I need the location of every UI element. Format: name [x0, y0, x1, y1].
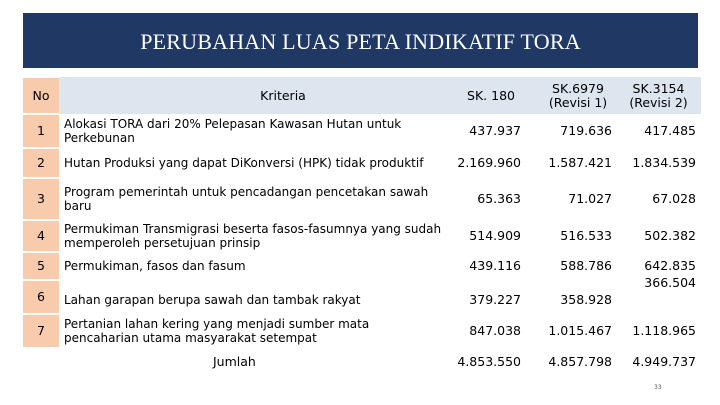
row-4-rev1: 516.533 — [560, 228, 612, 243]
row-3-kriteria-line2: baru — [64, 199, 92, 213]
header-sk3154-line2: (Revisi 2) — [629, 94, 688, 110]
title-bar — [23, 13, 698, 68]
total-sk180: 4.853.550 — [457, 354, 521, 369]
row-1-kriteria-line2: Perkebunan — [64, 131, 135, 145]
row-2-rev1: 1.587.421 — [548, 155, 612, 170]
row-2-kriteria: Hutan Produksi yang dapat DiKonversi (HPK) tidak produktif — [64, 156, 424, 170]
header-kriteria: Kriteria — [260, 87, 306, 103]
row-5-sk180: 439.116 — [469, 258, 521, 273]
row-6-kriteria: Lahan garapan berupa sawah dan tambak rakyat — [64, 292, 361, 307]
row-4-kriteria-line2: memperoleh persetujuan prinsip — [64, 236, 261, 250]
total-label: Jumlah — [213, 354, 256, 369]
row-3-kriteria-line1: Program pemerintah untuk pencadangan pencetakan sawah — [64, 185, 429, 199]
row-1-sk180: 437.937 — [469, 123, 521, 138]
row-6-rev1: 358.928 — [560, 291, 612, 307]
row-4-rev2: 502.382 — [644, 228, 696, 243]
row-4-kriteria — [64, 220, 459, 252]
row-4-sk180: 514.909 — [469, 228, 521, 243]
row-7-no: 7 — [23, 314, 59, 348]
header-sk3154 — [611, 77, 706, 114]
total-rev1: 4.857.798 — [548, 354, 612, 369]
row-2-sk180: 2.169.960 — [457, 155, 521, 170]
row-1-kriteria-line1: Alokasi TORA dari 20% Pelepasan Kawasan Hutan untuk — [64, 117, 402, 131]
row-7-kriteria-line1: Pertanian lahan kering yang menjadi sumber mata — [64, 317, 370, 331]
row-6-rev2: 366.504 — [644, 275, 696, 290]
row-3-rev2: 67.028 — [652, 191, 696, 206]
row-3-kriteria — [64, 178, 459, 220]
row-7-kriteria — [64, 314, 459, 348]
row-1-no: 1 — [23, 114, 59, 148]
row-3-no: 3 — [23, 178, 59, 220]
row-2-rev2: 1.834.539 — [632, 155, 696, 170]
row-5-rev2: 642.835 — [644, 258, 696, 273]
row-3-rev1: 71.027 — [568, 191, 612, 206]
row-5-kriteria: Permukiman, fasos dan fasum — [64, 259, 246, 273]
header-sk180: SK. 180 — [467, 87, 515, 103]
header-sk3154-line1: SK.3154 — [632, 80, 685, 96]
row-6-sk180: 379.227 — [469, 291, 521, 307]
header-sk6979-line1: SK.6979 — [552, 80, 604, 96]
row-4-kriteria-line1: Permukiman Transmigrasi beserta fasos-fasumnya yang sudah — [64, 222, 442, 236]
row-2-no: 2 — [23, 148, 59, 178]
row-1-kriteria — [64, 114, 459, 148]
row-7-kriteria-line2: pencaharian utama masyarakat setempat — [64, 331, 317, 345]
page-number: 33 — [654, 384, 662, 391]
row-5-rev1: 588.786 — [560, 258, 612, 273]
row-1-rev2: 417.485 — [644, 123, 696, 138]
row-4-no: 4 — [23, 220, 59, 252]
row-5-no: 5 — [23, 252, 59, 280]
row-7-rev2: 1.118.965 — [632, 323, 696, 338]
total-rev2: 4.949.737 — [632, 354, 696, 369]
row-6-no: 6 — [23, 280, 59, 314]
row-7-rev1: 1.015.467 — [548, 323, 612, 338]
row-7-sk180: 847.038 — [469, 323, 521, 338]
row-1-rev1: 719.636 — [560, 123, 612, 138]
header-no: No — [23, 77, 59, 114]
header-sk6979-line2: (Revisi 1) — [548, 94, 608, 110]
tora-table — [23, 77, 701, 377]
page-title: PERUBAHAN LUAS PETA INDIKATIF TORA — [140, 28, 581, 54]
row-3-sk180: 65.363 — [477, 191, 521, 206]
